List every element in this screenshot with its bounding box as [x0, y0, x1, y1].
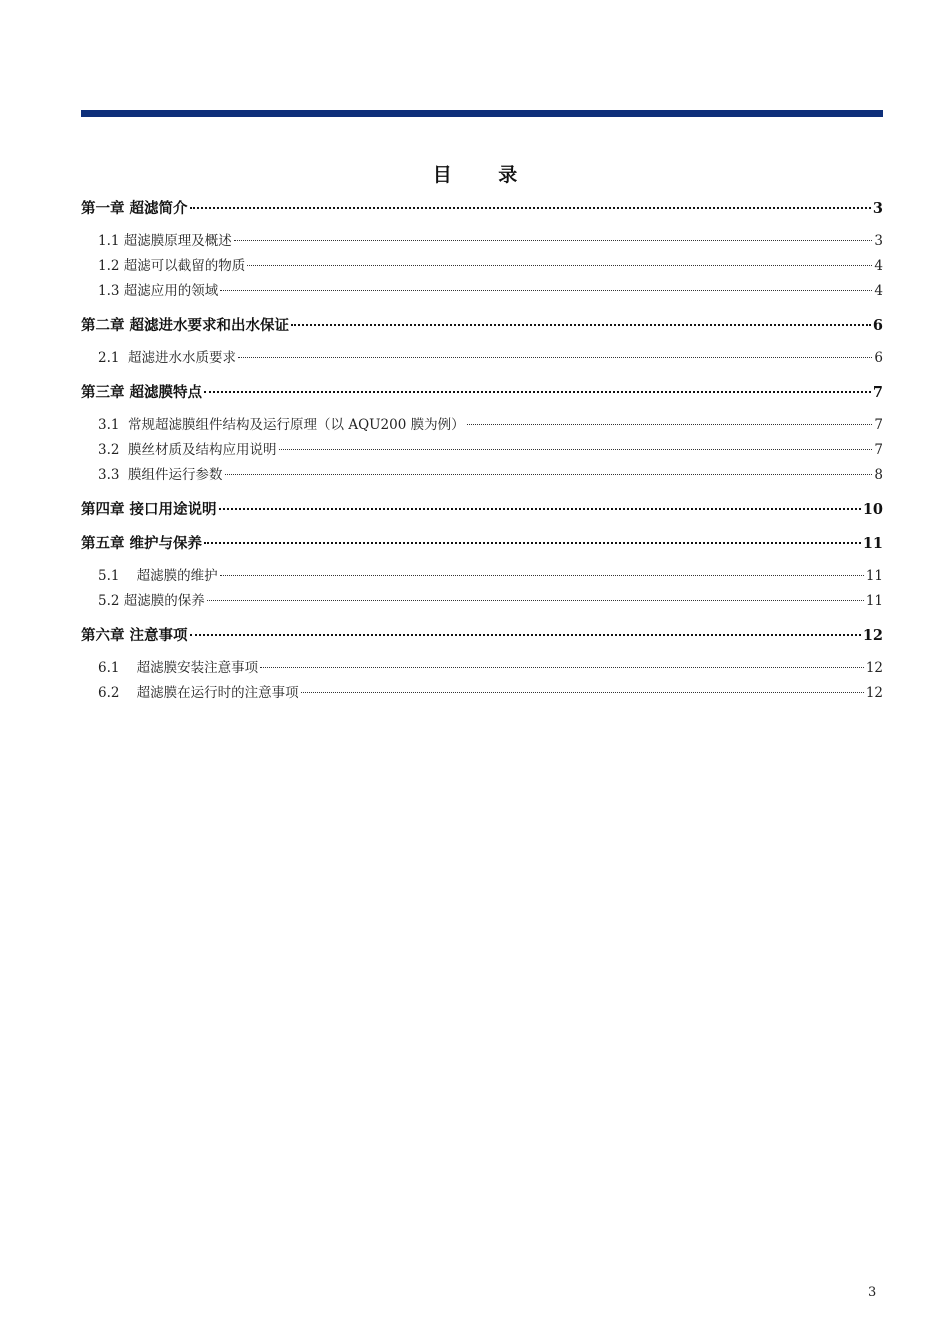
- dot-leader: [247, 265, 872, 266]
- dot-leader: [204, 391, 871, 393]
- toc-section-title: 3.2 膜丝材质及结构应用说明: [98, 442, 277, 458]
- toc-section-title: 5.1 超滤膜的维护: [98, 568, 218, 584]
- toc-section-title: 2.1 超滤进水水质要求: [98, 350, 237, 366]
- dot-leader: [190, 207, 871, 209]
- dot-leader: [260, 667, 864, 668]
- table-of-contents: [81, 196, 883, 706]
- toc-section-page: 4: [874, 283, 883, 299]
- toc-chapter-title: 第六章 注意事项: [81, 627, 188, 644]
- toc-section-page: 7: [874, 442, 883, 458]
- dot-leader: [220, 575, 864, 576]
- dot-leader: [301, 692, 864, 693]
- dot-leader: [207, 600, 864, 601]
- dot-leader: [291, 324, 871, 326]
- toc-chapter-title: 第四章 接口用途说明: [81, 501, 217, 518]
- toc-section-entry[interactable]: [81, 681, 883, 706]
- dot-leader: [234, 240, 873, 241]
- toc-title: 目 录: [432, 164, 538, 186]
- toc-section-page: 7: [874, 417, 883, 433]
- toc-chapter-title: 第三章 超滤膜特点: [81, 384, 203, 401]
- toc-section-page: 6: [874, 350, 883, 366]
- toc-chapter-page: 12: [862, 627, 883, 644]
- dot-leader: [219, 508, 861, 510]
- page-number: 3: [868, 1285, 877, 1300]
- toc-section-title: 3.1 常规超滤膜组件结构及运行原理（以 AQU200 膜为例）: [98, 417, 465, 433]
- toc-section-entry[interactable]: [81, 656, 883, 681]
- toc-chapter-page: 6: [872, 317, 883, 334]
- toc-section-title: 6.2 超滤膜在运行时的注意事项: [98, 685, 299, 701]
- toc-chapter-page: 11: [862, 535, 883, 552]
- toc-section-entry[interactable]: [81, 564, 883, 589]
- toc-chapter-entry[interactable]: [81, 497, 883, 522]
- toc-chapter-page: 10: [862, 501, 883, 518]
- toc-section-entry[interactable]: [81, 438, 883, 463]
- toc-section-entry[interactable]: [81, 589, 883, 614]
- dot-leader: [467, 424, 873, 425]
- toc-section-title: 1.1 超滤膜原理及概述: [98, 233, 232, 249]
- toc-section-entry[interactable]: [81, 279, 883, 304]
- toc-chapter-entry[interactable]: [81, 380, 883, 405]
- dot-leader: [238, 357, 872, 358]
- toc-section-page: 11: [865, 593, 883, 609]
- dot-leader: [220, 290, 872, 291]
- dot-leader: [225, 474, 873, 475]
- toc-section-entry[interactable]: [81, 463, 883, 488]
- dot-leader: [190, 634, 861, 636]
- toc-chapter-entry[interactable]: [81, 623, 883, 648]
- toc-section-title: 3.3 膜组件运行参数: [98, 467, 223, 483]
- toc-chapter-title: 第一章 超滤简介: [81, 200, 188, 217]
- dot-leader: [204, 542, 861, 544]
- toc-section-page: 12: [865, 660, 883, 676]
- toc-chapter-page: 3: [872, 200, 883, 217]
- toc-chapter-entry[interactable]: [81, 531, 883, 556]
- toc-section-entry[interactable]: [81, 346, 883, 371]
- toc-section-page: 3: [874, 233, 883, 249]
- dot-leader: [279, 449, 873, 450]
- toc-section-title: 6.1 超滤膜安装注意事项: [98, 660, 259, 676]
- toc-section-page: 4: [874, 258, 883, 274]
- toc-section-title: 5.2 超滤膜的保养: [98, 593, 205, 609]
- toc-section-entry[interactable]: [81, 229, 883, 254]
- toc-section-entry[interactable]: [81, 254, 883, 279]
- toc-section-entry[interactable]: [81, 413, 883, 438]
- header-rule: [81, 110, 883, 117]
- toc-chapter-page: 7: [872, 384, 883, 401]
- toc-chapter-title: 第二章 超滤进水要求和出水保证: [81, 317, 290, 334]
- toc-section-title: 1.3 超滤应用的领域: [98, 283, 219, 299]
- toc-section-page: 11: [865, 568, 883, 584]
- toc-section-page: 8: [874, 467, 883, 483]
- toc-chapter-title: 第五章 维护与保养: [81, 535, 203, 552]
- toc-section-title: 1.2 超滤可以截留的物质: [98, 258, 246, 274]
- toc-chapter-entry[interactable]: [81, 196, 883, 221]
- toc-chapter-entry[interactable]: [81, 313, 883, 338]
- toc-section-page: 12: [865, 685, 883, 701]
